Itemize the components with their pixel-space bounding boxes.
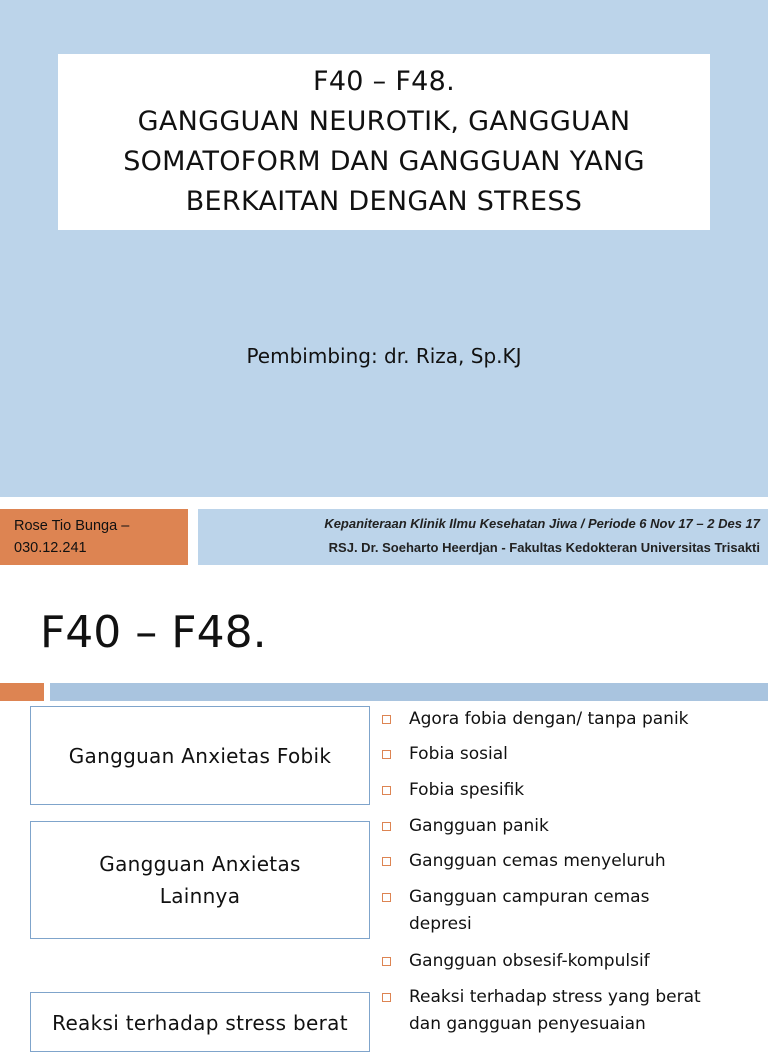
slide-footer: [0, 497, 768, 587]
square-bullet-icon: [382, 822, 391, 831]
title-line: F40 – F48.: [312, 66, 456, 97]
accent-bar-blue: [50, 683, 768, 701]
list-item: Gangguan campuran cemas depresi: [382, 884, 768, 938]
list-item: Gangguan panik: [382, 813, 768, 840]
list-item: Fobia spesifik: [382, 777, 768, 804]
square-bullet-icon: [382, 750, 391, 759]
title-line: BERKAITAN DENGAN STRESS: [185, 186, 583, 217]
square-bullet-icon: [382, 893, 391, 902]
category-label: Gangguan Anxietas: [99, 852, 301, 876]
category-label: Reaksi terhadap stress berat: [52, 1011, 348, 1035]
square-bullet-icon: [382, 715, 391, 724]
author-id: 030.12.241: [14, 540, 87, 556]
list-item: Gangguan cemas menyeluruh: [382, 848, 768, 875]
category-label: Lainnya: [159, 884, 241, 908]
category-box-other-anxiety: [30, 821, 370, 939]
list-item: Gangguan obsesif-kompulsif: [382, 948, 768, 975]
content-slide: [0, 587, 768, 1035]
list-item: Reaksi terhadap stress yang berat dan gangguan penyesuaian: [382, 984, 768, 1038]
program-title: Kepaniteraan Klinik Ilmu Kesehatan Jiwa / Periode 6 Nov 17 – 2 Des 17: [324, 516, 760, 531]
square-bullet-icon: [382, 957, 391, 966]
category-box-phobic: [30, 706, 370, 805]
title-box: [58, 54, 710, 230]
author-name: Rose Tio Bunga –: [14, 518, 130, 534]
program-institution: RSJ. Dr. Soeharto Heerdjan - Fakultas Kedokteran Universitas Trisakti: [328, 540, 760, 555]
program-box: [198, 509, 768, 565]
author-box: [0, 509, 188, 565]
accent-bar-orange: [0, 683, 44, 701]
list-item: Fobia sosial: [382, 741, 768, 768]
list-item: Agora fobia dengan/ tanpa panik: [382, 706, 768, 733]
category-label: Gangguan Anxietas Fobik: [68, 743, 332, 768]
title-line: GANGGUAN NEUROTIK, GANGGUAN: [137, 106, 631, 137]
title-slide: [0, 0, 768, 497]
slide-heading: F40 – F48.: [40, 607, 267, 658]
square-bullet-icon: [382, 993, 391, 1002]
square-bullet-icon: [382, 786, 391, 795]
category-box-stress-reaction: [30, 992, 370, 1052]
square-bullet-icon: [382, 857, 391, 866]
title-line: SOMATOFORM DAN GANGGUAN YANG: [123, 146, 645, 177]
supervisor-text: Pembimbing: dr. Riza, Sp.KJ: [246, 344, 522, 368]
